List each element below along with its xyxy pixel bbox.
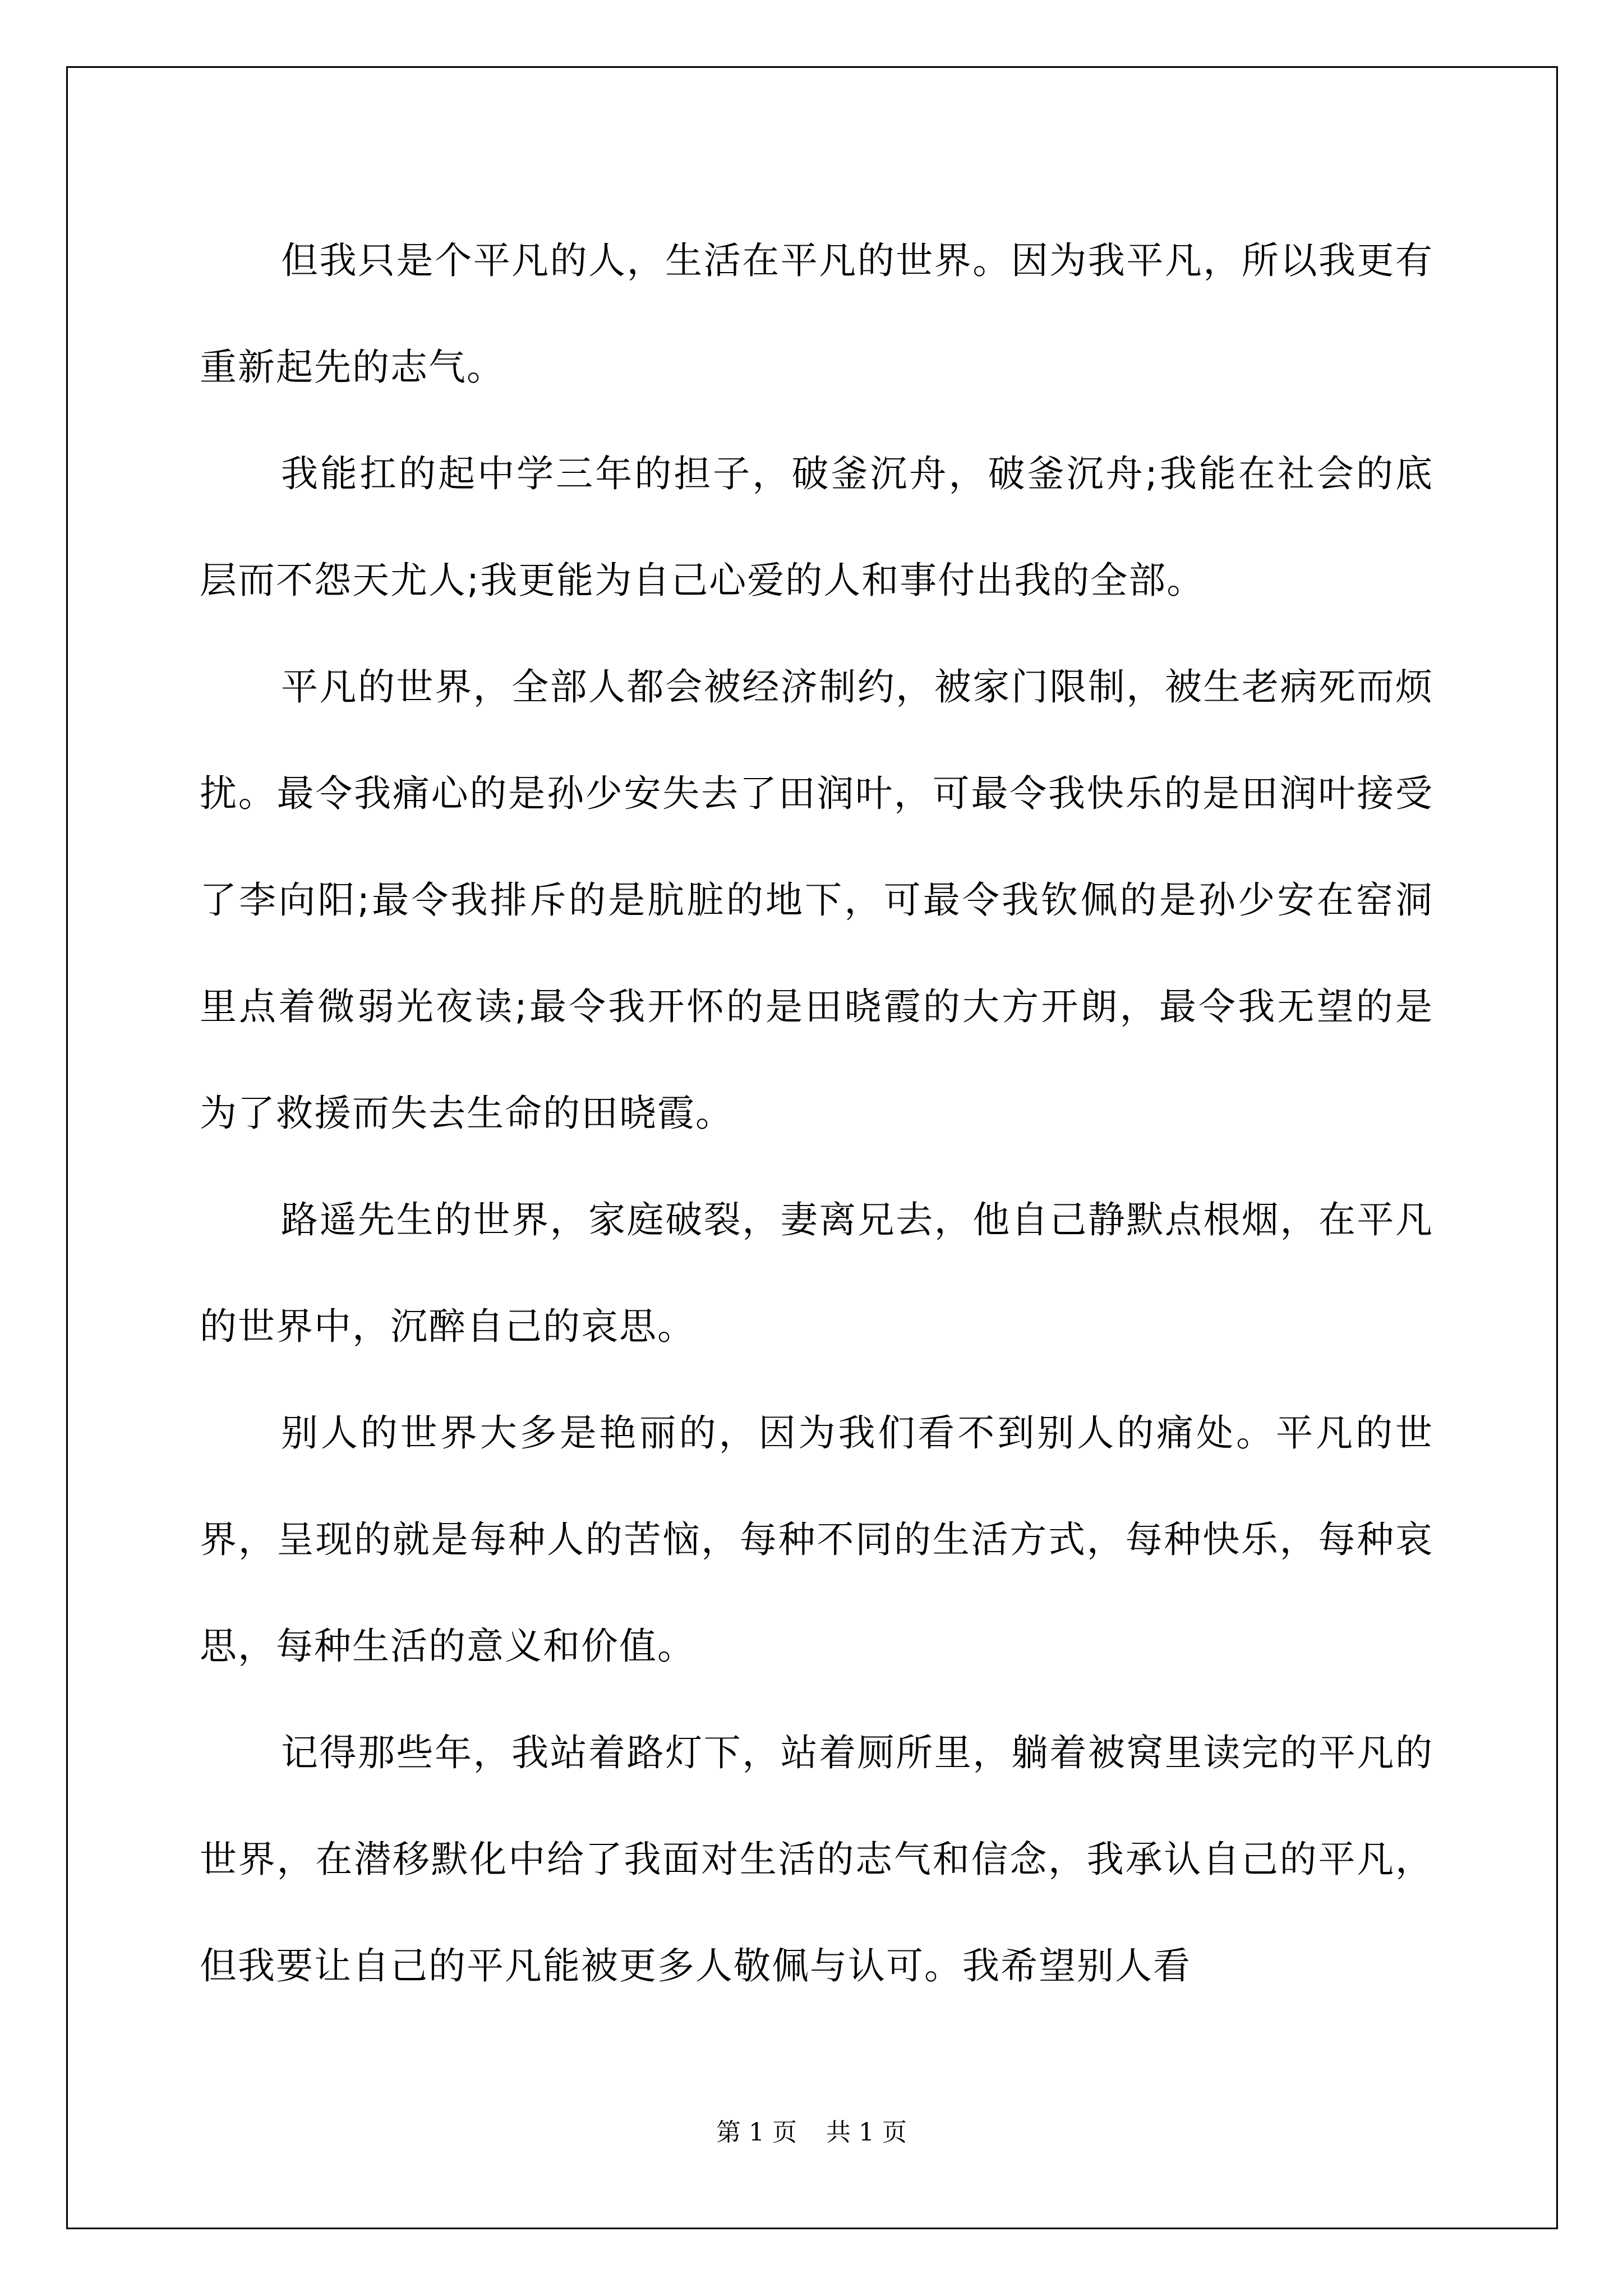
document-body [200, 208, 1433, 2019]
paragraph: 路遥先生的世界，家庭破裂，妻离兄去，他自己静默点根烟，在平凡的世界中，沉醉自己的哀思。 [200, 1198, 1433, 1348]
page-total: 共 1 页 [826, 2118, 907, 2147]
page-number: 第 1 页 [716, 2118, 797, 2147]
paragraph: 平凡的世界，全部人都会被经济制约，被家门限制，被生老病死而烦扰。最令我痛心的是孙少安失去了田润叶，可最令我快乐的是田润叶接受了李向阳;最令我排斥的是肮脏的地下，可最令我钦佩的是孙少安在窑洞里点着微弱光夜读;最令我开怀的是田晓霞的大方开朗，最令我无望的是为了救援而失去生命的田晓霞。 [200, 665, 1433, 1135]
paragraph: 但我只是个平凡的人，生活在平凡的世界。因为我平凡，所以我更有重新起先的志气。 [200, 239, 1433, 389]
page-footer [0, 2112, 1623, 2148]
paragraph: 别人的世界大多是艳丽的，因为我们看不到别人的痛处。平凡的世界，呈现的就是每种人的苦恼，每种不同的生活方式，每种快乐，每种哀思，每种生活的意义和价值。 [200, 1411, 1433, 1668]
paragraph: 我能扛的起中学三年的担子，破釜沉舟，破釜沉舟;我能在社会的底层而不怨天尤人;我更能为自己心爱的人和事付出我的全部。 [200, 452, 1433, 602]
paragraph: 记得那些年，我站着路灯下，站着厕所里，躺着被窝里读完的平凡的世界，在潜移默化中给了我面对生活的志气和信念，我承认自己的平凡，但我要让自己的平凡能被更多人敬佩与认可。我希望别人看 [200, 1731, 1433, 1987]
